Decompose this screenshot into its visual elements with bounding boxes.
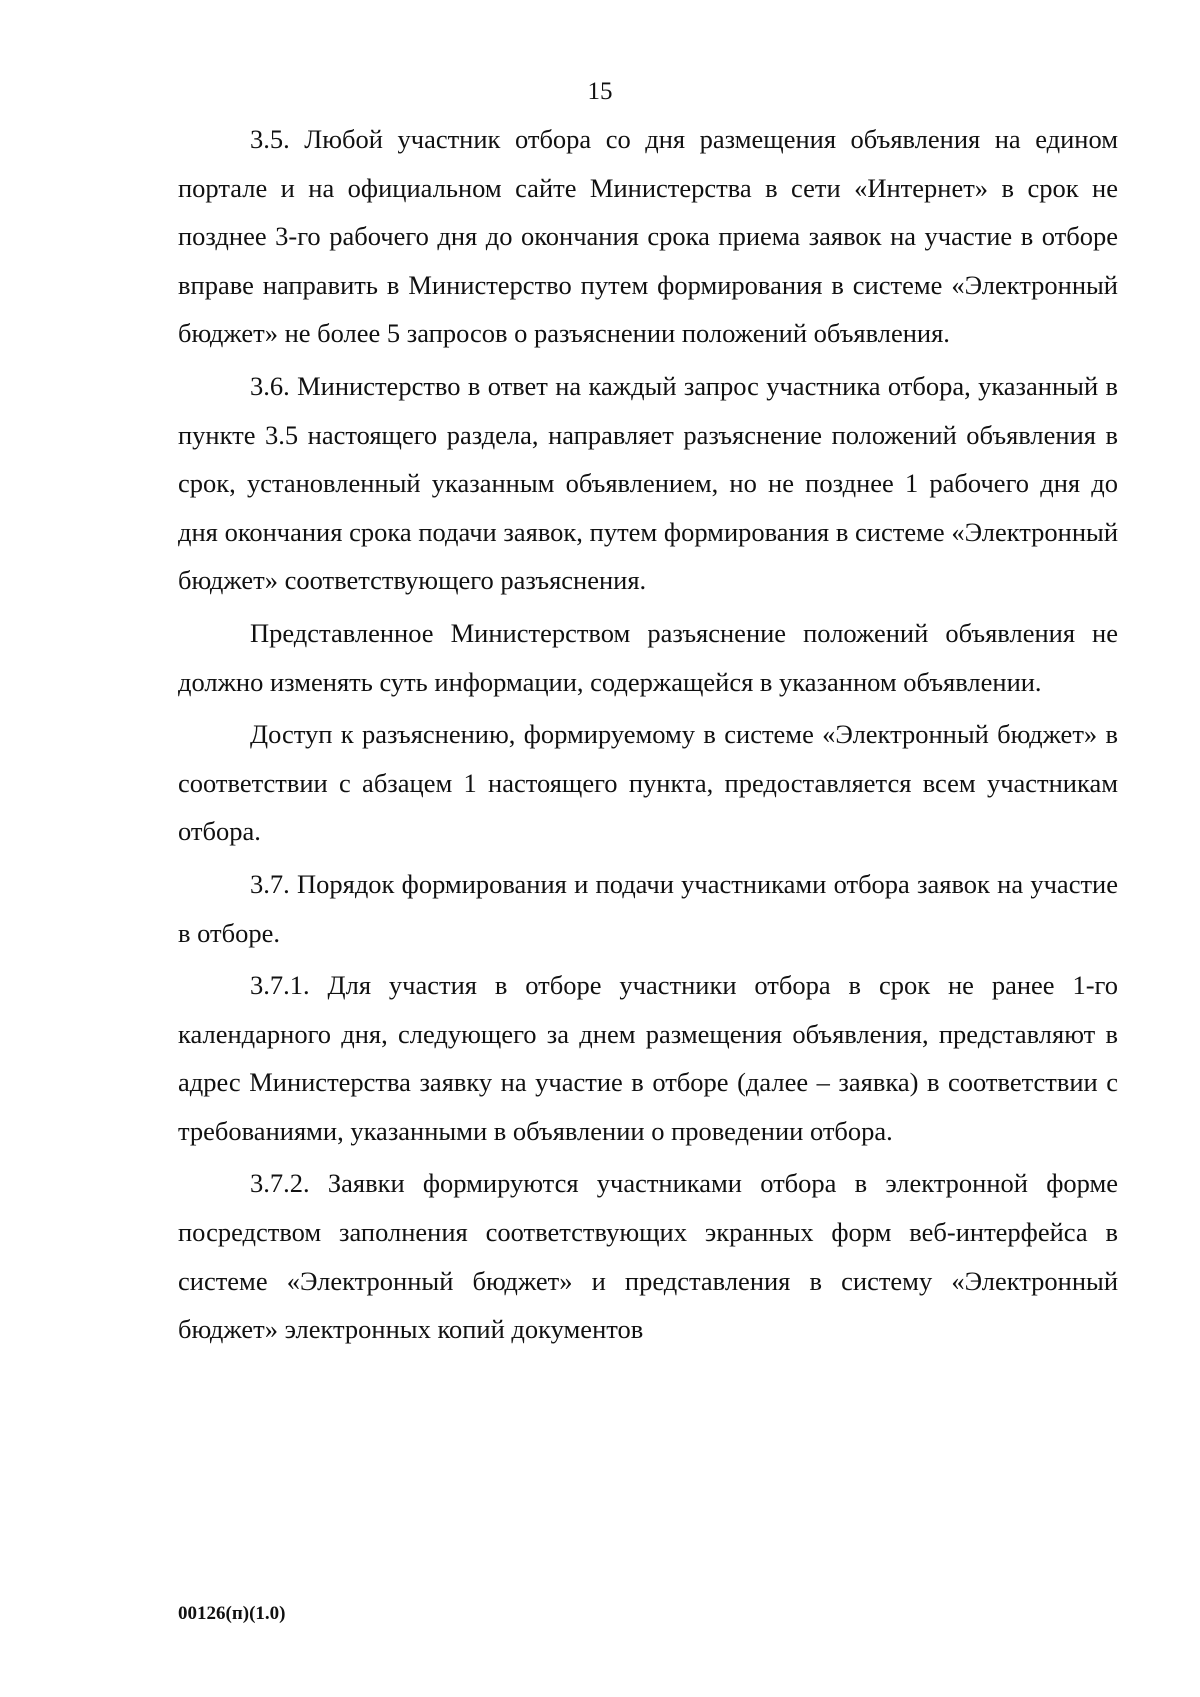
paragraph-3-7-1: 3.7.1. Для участия в отборе участники отбора в срок не ранее 1-го календарного дня, следующего за днем размещения объявления, представляют в адрес Министерства заявку на участие в отборе (далее – заявка) в соответствии с требованиями, указанными в объявлении о проведении отбора. xyxy=(178,970,1118,1146)
document-code: 00126(п)(1.0) xyxy=(178,1603,286,1624)
document-body xyxy=(178,115,1118,1358)
paragraph-clarification-content: Представленное Министерством разъяснение положений объявления не должно изменять суть информации, содержащейся в указанном объявлении. xyxy=(178,617,1118,697)
paragraph-3-7-2: 3.7.2. Заявки формируются участниками отбора в электронной форме посредством заполнения соответствующих экранных форм веб-интерфейса в системе «Электронный бюджет» и представления в систему «Электронный бюджет» электронных копий документов xyxy=(178,1168,1118,1345)
paragraph-3-6: 3.6. Министерство в ответ на каждый запрос участника отбора, указанный в пункте 3.5 настоящего раздела, направляет разъяснение положений объявления в срок, установленный указанным объявлением, но не позднее 1 рабочего дня до дня окончания срока подачи заявок, путем формирования в системе «Электронный бюджет» соответствующего разъяснения. xyxy=(178,370,1118,596)
paragraph-3-7: 3.7. Порядок формирования и подачи участниками отбора заявок на участие в отборе. xyxy=(178,868,1118,948)
paragraph-3-5: 3.5. Любой участник отбора со дня размещения объявления на едином портале и на официальном сайте Министерства в сети «Интернет» в срок не позднее 3-го рабочего дня до окончания срока приема заявок на участие в отборе вправе направить в Министерство путем формирования в системе «Электронный бюджет» не более 5 запросов о разъяснении положений объявления. xyxy=(178,124,1118,349)
paragraph-clarification-access: Доступ к разъяснению, формируемому в системе «Электронный бюджет» в соответствии с абзацем 1 настоящего пункта, предоставляется всем участникам отбора. xyxy=(178,719,1118,847)
page-number: 15 xyxy=(587,78,613,105)
